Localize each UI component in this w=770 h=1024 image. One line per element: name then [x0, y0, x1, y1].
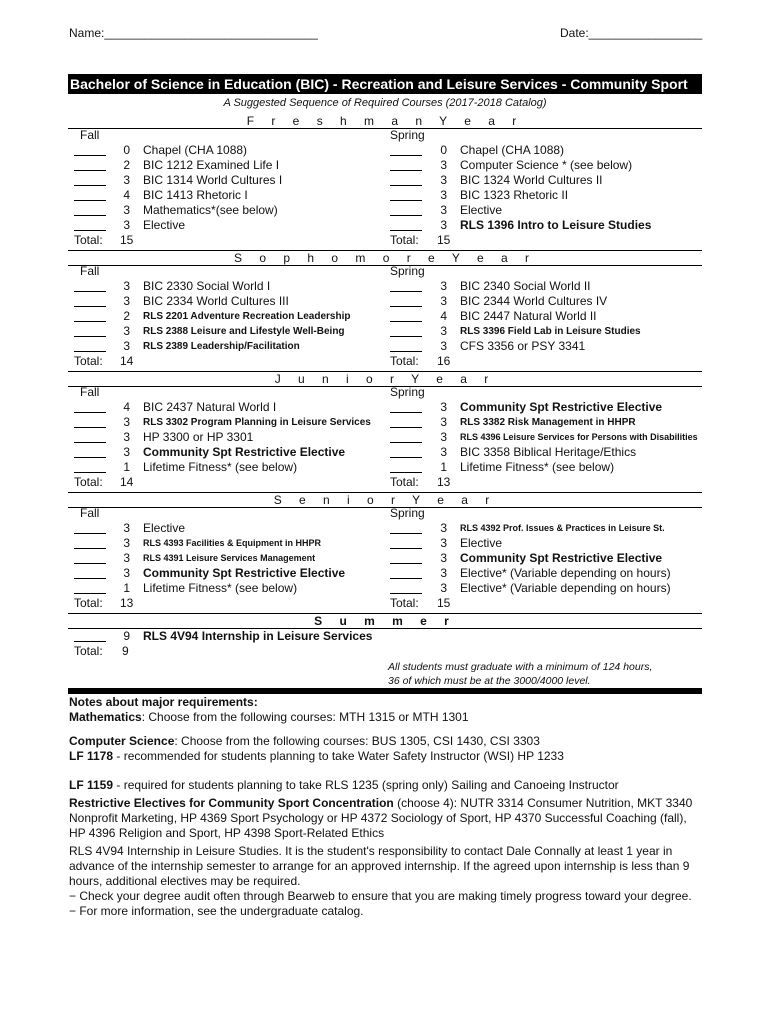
spring-course-row — [0, 143, 770, 158]
grade-blank-field[interactable] — [74, 629, 106, 642]
credit-hours: 3 — [123, 324, 130, 338]
grade-blank-field[interactable] — [390, 324, 422, 337]
credit-hours: 3 — [440, 521, 447, 535]
credit-hours: 3 — [440, 173, 447, 187]
course-name: BIC 2334 World Cultures III — [143, 294, 289, 308]
credit-hours: 3 — [440, 400, 447, 414]
grade-blank-field[interactable] — [390, 566, 422, 579]
course-name: HP 3300 or HP 3301 — [143, 430, 254, 444]
spring-course-row — [0, 188, 770, 203]
graduation-note-line: All students must graduate with a minimum of 124 hours, — [388, 661, 653, 673]
spring-course-row — [0, 430, 770, 445]
credit-hours: 9 — [123, 629, 130, 643]
note-text: : Choose from the following courses: MTH 1315 or MTH 1301 — [141, 710, 469, 724]
course-name: Chapel (CHA 1088) — [460, 143, 565, 157]
credit-hours: 3 — [440, 566, 447, 580]
course-name: RLS 2388 Leisure and Lifestyle Well-Being — [143, 326, 345, 337]
fall-label: Fall — [80, 385, 100, 399]
grade-blank-field[interactable] — [390, 581, 422, 594]
credit-hours: 3 — [123, 279, 130, 293]
credit-hours: 3 — [123, 536, 130, 550]
course-name: BIC 2447 Natural World II — [460, 309, 597, 323]
credit-hours: 3 — [123, 203, 130, 217]
spring-course-row — [0, 521, 770, 536]
credit-hours: 2 — [123, 158, 130, 172]
course-name: BIC 1324 World Cultures II — [460, 173, 603, 187]
spring-course-row — [0, 173, 770, 188]
grade-blank-field[interactable] — [390, 400, 422, 413]
fall-total-label: Total: — [74, 475, 103, 489]
credit-hours: 4 — [440, 309, 447, 323]
credit-hours: 3 — [440, 294, 447, 308]
credit-hours: 3 — [123, 173, 130, 187]
grade-blank-field[interactable] — [390, 415, 422, 428]
course-name: RLS 4V94 Internship in Leisure Services — [143, 629, 373, 643]
grade-blank-field[interactable] — [390, 430, 422, 443]
fall-total-value: 14 — [120, 354, 134, 368]
note-restrictive-electives — [69, 796, 694, 841]
note-label: Computer Science — [69, 734, 175, 748]
spring-course-row — [0, 536, 770, 551]
course-name: RLS 3396 Field Lab in Leisure Studies — [460, 326, 641, 337]
grade-blank-field[interactable] — [390, 536, 422, 549]
spring-label: Spring — [390, 264, 425, 278]
credit-hours: 3 — [440, 536, 447, 550]
credit-hours: 3 — [123, 551, 130, 565]
spring-course-row — [0, 551, 770, 566]
subtitle: A Suggested Sequence of Required Courses (2017-2018 Catalog) — [223, 97, 547, 109]
note-text: - required for students planning to take RLS 1235 (spring only) Sailing and Canoeing Instructor — [113, 778, 619, 792]
note-label: LF 1159 — [69, 778, 114, 792]
credit-hours: 4 — [123, 188, 130, 202]
summer-total-value: 9 — [122, 644, 129, 658]
note-label: Mathematics — [69, 710, 142, 724]
course-name: RLS 4396 Leisure Services for Persons with Disabilities — [460, 432, 698, 442]
grade-blank-field[interactable] — [390, 218, 422, 231]
credit-hours: 3 — [440, 324, 447, 338]
credit-hours: 3 — [440, 581, 447, 595]
year-heading: S e n i o r Y e a r — [68, 492, 702, 508]
spring-total-value: 15 — [437, 233, 451, 247]
credit-hours: 3 — [440, 551, 447, 565]
course-name: RLS 2389 Leadership/Facilitation — [143, 341, 300, 352]
fall-label: Fall — [80, 264, 100, 278]
course-name: BIC 3358 Biblical Heritage/Ethics — [460, 445, 637, 459]
credit-hours: 0 — [440, 143, 447, 157]
grade-blank-field[interactable] — [390, 551, 422, 564]
summer-heading: S u m m e r — [68, 613, 702, 629]
notes-section — [69, 695, 709, 725]
grade-blank-field[interactable] — [390, 173, 422, 186]
credit-hours: 3 — [440, 218, 447, 232]
credit-hours: 3 — [123, 294, 130, 308]
credit-hours: 3 — [440, 188, 447, 202]
course-name: RLS 3302 Program Planning in Leisure Services — [143, 417, 371, 428]
course-name: BIC 1314 World Cultures I — [143, 173, 283, 187]
grade-blank-field[interactable] — [390, 294, 422, 307]
note-lf1178 — [69, 749, 709, 764]
spring-label: Spring — [390, 506, 425, 520]
grade-blank-field[interactable] — [390, 279, 422, 292]
course-name: BIC 1212 Examined Life I — [143, 158, 280, 172]
course-name: BIC 2437 Natural World I — [143, 400, 277, 414]
grade-blank-field[interactable] — [390, 339, 422, 352]
note-computer-science-block — [69, 734, 709, 764]
grade-blank-field[interactable] — [390, 309, 422, 322]
credit-hours: 1 — [123, 460, 130, 474]
note-text: : Choose from the following courses: BUS 1305, CSI 1430, CSI 3303 — [174, 734, 540, 748]
fall-total-value: 15 — [120, 233, 134, 247]
fall-label: Fall — [80, 128, 100, 142]
course-name: RLS 1396 Intro to Leisure Studies — [460, 218, 652, 232]
course-name: Lifetime Fitness* (see below) — [143, 581, 298, 595]
fall-total-value: 14 — [120, 475, 134, 489]
spring-course-row — [0, 566, 770, 581]
credit-hours: 3 — [440, 339, 447, 353]
spring-course-row — [0, 203, 770, 218]
credit-hours: 3 — [440, 158, 447, 172]
fall-total-label: Total: — [74, 596, 103, 610]
course-name: Elective — [143, 521, 186, 535]
course-name: BIC 2330 Social World I — [143, 279, 271, 293]
spring-label: Spring — [390, 385, 425, 399]
year-heading: S o p h o m o r e Y e a r — [68, 250, 702, 266]
credit-hours: 3 — [123, 430, 130, 444]
course-name: Mathematics*(see below) — [143, 203, 278, 217]
spring-course-row — [0, 218, 770, 233]
summer-total-label: Total: — [74, 644, 103, 658]
spring-course-row — [0, 324, 770, 339]
credit-hours: 4 — [123, 400, 130, 414]
course-name: BIC 1413 Rhetoric I — [143, 188, 248, 202]
course-name: Elective* (Variable depending on hours) — [460, 581, 671, 595]
date-field[interactable]: Date:_________________ — [560, 26, 703, 40]
grade-blank-field[interactable] — [390, 188, 422, 201]
credit-hours: 3 — [440, 203, 447, 217]
note-lf1159 — [69, 778, 709, 793]
fall-total-label: Total: — [74, 233, 103, 247]
course-name: Lifetime Fitness* (see below) — [143, 460, 298, 474]
course-name: Community Spt Restrictive Elective — [143, 445, 346, 459]
name-field[interactable]: Name:________________________________ — [69, 26, 318, 40]
note-mathematics — [69, 710, 709, 725]
fall-label: Fall — [80, 506, 100, 520]
spring-course-row — [0, 158, 770, 173]
spring-course-row — [0, 445, 770, 460]
note-lf1159-block — [69, 778, 709, 919]
year-heading: J u n i o r Y e a r — [68, 371, 702, 387]
course-name: Community Spt Restrictive Elective — [460, 551, 663, 565]
course-name: Computer Science * (see below) — [460, 158, 633, 172]
course-name: BIC 2340 Social World II — [460, 279, 591, 293]
grade-blank-field[interactable] — [390, 460, 422, 473]
spring-course-row — [0, 460, 770, 475]
page-title-text: Bachelor of Science in Education (BIC) - Recreation and Leisure Services - Community Sport — [70, 76, 688, 92]
course-name: RLS 4393 Facilities & Equipment in HHPR — [143, 538, 322, 548]
spring-total-value: 15 — [437, 596, 451, 610]
note-label: LF 1178 — [69, 749, 114, 763]
course-name: Elective — [143, 218, 186, 232]
note-label: Restrictive Electives for Community Sport Concentration — [69, 796, 394, 810]
note-bullet-catalog: − For more information, see the undergraduate catalog. — [69, 904, 364, 918]
spring-course-row — [0, 309, 770, 324]
course-name: Community Spt Restrictive Elective — [143, 566, 346, 580]
course-name: Chapel (CHA 1088) — [143, 143, 248, 157]
spring-total-label: Total: — [390, 354, 419, 368]
fall-total-value: 13 — [120, 596, 134, 610]
note-text: - recommended for students planning to take Water Safety Instructor (WSI) HP 1233 — [113, 749, 564, 763]
credit-hours: 3 — [123, 415, 130, 429]
year-heading: F r e s h m a n Y e a r — [68, 114, 702, 129]
grade-blank-field[interactable] — [390, 445, 422, 458]
spring-course-row — [0, 400, 770, 415]
notes-heading: Notes about major requirements: — [69, 695, 258, 709]
course-name: Community Spt Restrictive Elective — [460, 400, 663, 414]
credit-hours: 3 — [123, 339, 130, 353]
note-internship: RLS 4V94 Internship in Leisure Studies. It is the student's responsibility to contact Dale Connally at least 1 year in advance of the internship semester to arrange for an approved internship. If the agreed upon internship is less than 9 hours, additional electives may be required. — [69, 844, 690, 888]
spring-total-label: Total: — [390, 475, 419, 489]
spring-total-label: Total: — [390, 596, 419, 610]
fall-total-label: Total: — [74, 354, 103, 368]
credit-hours: 3 — [123, 521, 130, 535]
spring-total-value: 13 — [437, 475, 451, 489]
course-name: BIC 1323 Rhetoric II — [460, 188, 569, 202]
course-name: Elective* (Variable depending on hours) — [460, 566, 671, 580]
graduation-note — [388, 660, 652, 688]
credit-hours: 1 — [123, 581, 130, 595]
credit-hours: 2 — [123, 309, 130, 323]
course-name: Lifetime Fitness* (see below) — [460, 460, 615, 474]
spring-course-row — [0, 415, 770, 430]
spring-total-label: Total: — [390, 233, 419, 247]
credit-hours: 0 — [123, 143, 130, 157]
summer-course-row — [0, 629, 770, 644]
course-name: RLS 2201 Adventure Recreation Leadership — [143, 311, 351, 322]
credit-hours: 3 — [440, 445, 447, 459]
credit-hours: 3 — [440, 415, 447, 429]
graduation-note-line: 36 of which must be at the 3000/4000 level. — [388, 675, 591, 687]
credit-hours: 3 — [123, 445, 130, 459]
spring-label: Spring — [390, 128, 425, 142]
grade-blank-field[interactable] — [390, 143, 422, 156]
spring-course-row — [0, 581, 770, 596]
course-name: CFS 3356 or PSY 3341 — [460, 339, 586, 353]
spring-course-row — [0, 279, 770, 294]
course-name: RLS 4391 Leisure Services Management — [143, 553, 316, 563]
course-name: Elective — [460, 536, 503, 550]
spring-course-row — [0, 294, 770, 309]
grade-blank-field[interactable] — [390, 521, 422, 534]
credit-hours: 3 — [123, 218, 130, 232]
section-divider — [68, 688, 702, 694]
credit-hours: 3 — [440, 430, 447, 444]
course-name: BIC 2344 World Cultures IV — [460, 294, 608, 308]
grade-blank-field[interactable] — [390, 203, 422, 216]
note-computer-science — [69, 734, 709, 749]
course-name: RLS 4392 Prof. Issues & Practices in Leisure St. — [460, 523, 665, 533]
note-bullet-degree-audit: − Check your degree audit often through Bearweb to ensure that you are making timely progress toward your degree. — [69, 889, 692, 903]
spring-total-value: 16 — [437, 354, 451, 368]
course-name: RLS 3382 Risk Management in HHPR — [460, 417, 636, 428]
course-name: Elective — [460, 203, 503, 217]
spring-course-row — [0, 339, 770, 354]
credit-hours: 3 — [440, 279, 447, 293]
note-text: (choose 4): NUTR 3314 Consumer Nutrition, MKT 3340 Nonprofit Marketing, HP 4369 Sport Psychology or HP 4372 Sociology of Sport, HP 4370 Successful Coaching (fall), HP 4396 Religion and Sport, HP 4398 Sport-Related Ethics — [69, 796, 693, 840]
page-title — [68, 74, 702, 94]
credit-hours: 1 — [440, 460, 447, 474]
grade-blank-field[interactable] — [390, 158, 422, 171]
credit-hours: 3 — [123, 566, 130, 580]
